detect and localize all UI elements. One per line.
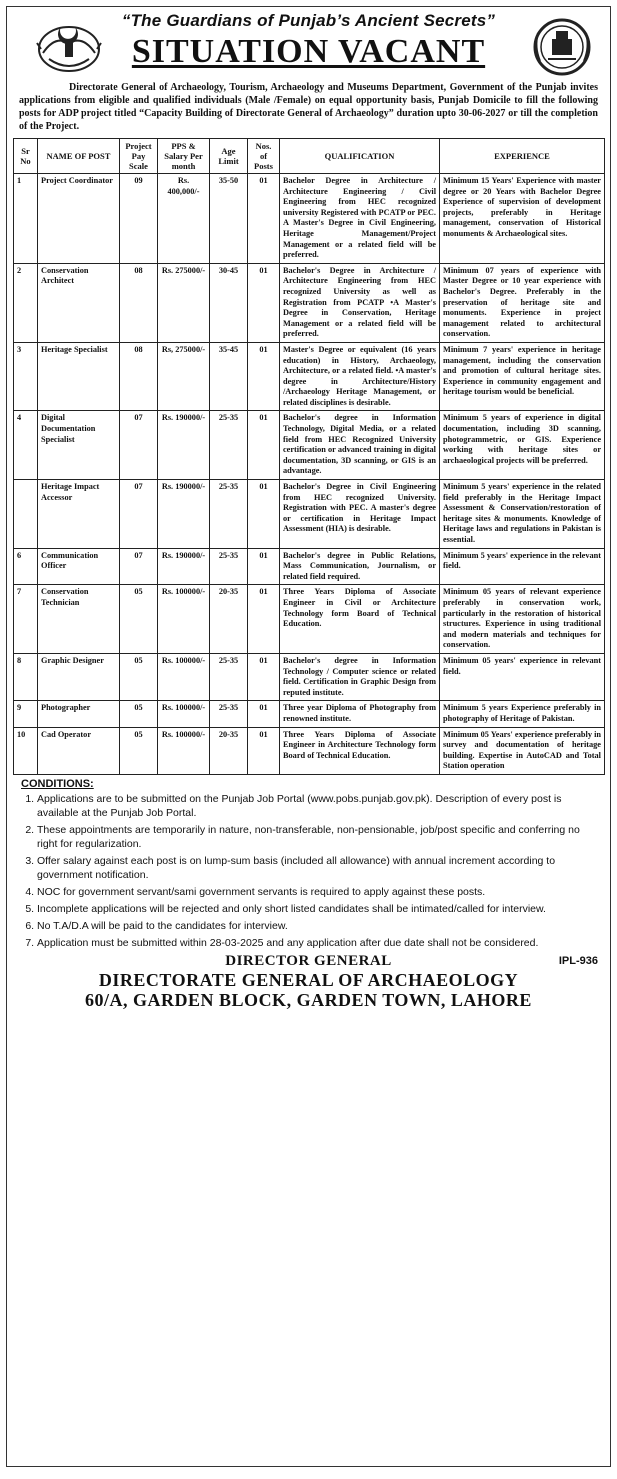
row-sr: 9 — [14, 701, 38, 727]
row-sr: 8 — [14, 653, 38, 700]
row-scale: 07 — [120, 411, 158, 480]
headline: SITUATION VACANT — [131, 33, 486, 70]
intro-paragraph: Directorate General of Archaeology, Tourism, Archaeology and Museums Department, Government of the Punjab invites applications from eligible and qualified individuals (Male /Female) on equal opportunity basis, Punjab Domicile to fill the following posts for ADP project titled “Capacity Building of Directorate General of Archaeology” duration upto 30-06-2027 or till the completion of the Project. — [19, 82, 598, 132]
row-salary: Rs, 275000/- — [158, 342, 210, 411]
row-age: 25-35 — [210, 701, 248, 727]
row-salary: Rs. 190000/- — [158, 480, 210, 549]
row-salary: Rs. 190000/- — [158, 548, 210, 585]
advertisement-page — [6, 6, 611, 1467]
table-row — [14, 480, 605, 549]
condition-item: 3. Offer salary against each post is on lump-sum basis (included all allowance) with annual increment according to government notification. — [37, 854, 596, 882]
row-age: 20-35 — [210, 727, 248, 774]
row-experience: Minimum 5 years Experience preferably in photography of Heritage of Pakistan. — [440, 701, 605, 727]
row-post: Conservation Architect — [38, 263, 120, 342]
row-post: Heritage Impact Accessor — [38, 480, 120, 549]
table-header-row — [14, 139, 605, 174]
condition-item: 2. These appointments are temporarily in nature, non-transferable, non-pensionable, job/post specific and conferring no right for regularization. — [37, 823, 596, 851]
row-age: 35-45 — [210, 342, 248, 411]
header — [7, 7, 610, 79]
header-scale: Project Pay Scale — [120, 139, 158, 174]
header-experience: EXPERIENCE — [440, 139, 605, 174]
archaeology-department-emblem-icon — [528, 13, 596, 77]
table-row — [14, 727, 605, 774]
row-qualification: Bachelor's degree in Information Technology, Digital Media, or a related field from HEC Recognized University certification or advanced training in digital documentation, 3D scanning, or GIS is an advantage. — [280, 411, 440, 480]
row-scale: 07 — [120, 480, 158, 549]
row-salary: Rs. 100000/- — [158, 585, 210, 654]
header-posts: Nos. of Posts — [248, 139, 280, 174]
row-post: Digital Documentation Specialist — [38, 411, 120, 480]
row-post: Heritage Specialist — [38, 342, 120, 411]
row-qualification: Master's Degree or equivalent (16 years education) in History, Archaeology, Architecture, or a related field. •A master's degree in Architecture/History /Archaeology Heritage Management, or related disciplines is desirable. — [280, 342, 440, 411]
row-experience: Minimum 05 years of relevant experience preferably in conservation work, particularly in the restoration of historical structures. Experience in using traditional and modern materials and techniques for conservation. — [440, 585, 605, 654]
condition-item: 5. Incomplete applications will be rejected and only short listed candidates shall be intimated/called for interview. — [37, 902, 596, 916]
row-sr: 1 — [14, 174, 38, 264]
header-post: NAME OF POST — [38, 139, 120, 174]
row-scale: 09 — [120, 174, 158, 264]
row-posts: 01 — [248, 174, 280, 264]
row-posts: 01 — [248, 411, 280, 480]
row-qualification: Bachelor's degree in Information Technology / Computer science or related field. Certification in Graphic Design from reputed institute. — [280, 653, 440, 700]
row-experience: Minimum 7 years' experience in heritage management, including the conservation and promotion of cultural heritage sites. Experience in community engagement and heritage tourism would be beneficial. — [440, 342, 605, 411]
row-qualification: Three Years Diploma of Associate Engineer in Architecture Technology form Board of Technical Education. — [280, 727, 440, 774]
row-post: Cad Operator — [38, 727, 120, 774]
tagline: “The Guardians of Punjab’s Ancient Secrets” — [121, 11, 496, 30]
row-salary: Rs. 400,000/- — [158, 174, 210, 264]
row-salary: Rs. 190000/- — [158, 411, 210, 480]
row-post: Photographer — [38, 701, 120, 727]
header-salary: PPS & Salary Per month — [158, 139, 210, 174]
table-row — [14, 585, 605, 654]
condition-item: 1. Applications are to be submitted on the Punjab Job Portal (www.pobs.punjab.gov.pk). Description of every post is available at the Punjab Job Portal. — [37, 792, 596, 820]
condition-item: 6. No T.A/D.A will be paid to the candidates for interview. — [37, 919, 596, 933]
row-posts: 01 — [248, 342, 280, 411]
table-row — [14, 174, 605, 264]
row-scale: 05 — [120, 653, 158, 700]
row-age: 35-50 — [210, 174, 248, 264]
row-experience: Minimum 15 Years' Experience with master degree or 20 Years with Bachelor Degree Experience of supervision of development projects, preferably in Heritage management, conservation of Historical monuments & Archaeological sites. — [440, 174, 605, 264]
row-qualification: Bachelor Degree in Architecture / Architecture Engineering / Civil Engineering from HEC recognized university Registered with PCATP or PEC. A Master's Degree in Civil Engineering, Heritage Management/Project Management or a related field will be preferred. — [280, 174, 440, 264]
row-scale: 05 — [120, 727, 158, 774]
row-age: 25-35 — [210, 480, 248, 549]
row-posts: 01 — [248, 653, 280, 700]
row-experience: Minimum 5 years' experience in the relevant field. — [440, 548, 605, 585]
row-posts: 01 — [248, 701, 280, 727]
row-qualification: Bachelor's Degree in Civil Engineering from HEC recognized University. Registration with PEC. A master's degree or certification in Heritage Impact Assessment (HIA) is desirable. — [280, 480, 440, 549]
table-row — [14, 411, 605, 480]
row-sr: 3 — [14, 342, 38, 411]
row-qualification: Three year Diploma of Photography from renowned institute. — [280, 701, 440, 727]
table-row — [14, 342, 605, 411]
posts-table — [13, 138, 605, 775]
header-age: Age Limit — [210, 139, 248, 174]
row-age: 20-35 — [210, 585, 248, 654]
condition-item: 7. Application must be submitted within 28-03-2025 and any application after due date shall not be considered. — [37, 936, 596, 950]
row-experience: Minimum 05 years' experience in relevant field. — [440, 653, 605, 700]
table-row — [14, 653, 605, 700]
row-qualification: Three Years Diploma of Associate Engineer in Civil or Architecture Technology form Board of Technical Education. — [280, 585, 440, 654]
row-salary: Rs. 100000/- — [158, 727, 210, 774]
row-posts: 01 — [248, 727, 280, 774]
row-scale: 08 — [120, 342, 158, 411]
row-qualification: Bachelor's degree in Public Relations, Mass Communication, Journalism, or related field required. — [280, 548, 440, 585]
office-address: 60/A, GARDEN BLOCK, GARDEN TOWN, LAHORE — [85, 989, 532, 1010]
row-sr: 10 — [14, 727, 38, 774]
row-sr: 2 — [14, 263, 38, 342]
row-age: 25-35 — [210, 653, 248, 700]
conditions-title: CONDITIONS: — [21, 777, 94, 790]
table-row — [14, 263, 605, 342]
row-sr — [14, 480, 38, 549]
row-scale: 07 — [120, 548, 158, 585]
row-age: 30-45 — [210, 263, 248, 342]
row-age: 25-35 — [210, 411, 248, 480]
conditions-list — [21, 792, 596, 950]
row-experience: Minimum 05 Years' experience preferably in survey and documentation of heritage building. Expertise in AutoCAD and Total Station operation — [440, 727, 605, 774]
row-posts: 01 — [248, 263, 280, 342]
footer — [7, 953, 610, 1010]
row-sr: 7 — [14, 585, 38, 654]
row-posts: 01 — [248, 548, 280, 585]
row-post: Conservation Technician — [38, 585, 120, 654]
row-sr: 4 — [14, 411, 38, 480]
row-qualification: Bachelor's Degree in Architecture / Architecture Engineering from HEC recognized University as well as Registration from PCATP •A Master's Degree in Conservation, Heritage Management or a related field will be preferred. — [280, 263, 440, 342]
row-posts: 01 — [248, 480, 280, 549]
row-salary: Rs. 275000/- — [158, 263, 210, 342]
row-scale: 05 — [120, 701, 158, 727]
row-posts: 01 — [248, 585, 280, 654]
table-row — [14, 548, 605, 585]
row-scale: 08 — [120, 263, 158, 342]
conditions-section — [7, 775, 610, 950]
row-experience: Minimum 5 years of experience in digital documentation, including 3D scanning, photogrammetric, or GIS. Experience working with heritage sites or archaeological projects will be preferred. — [440, 411, 605, 480]
row-salary: Rs. 100000/- — [158, 701, 210, 727]
header-sr: Sr No — [14, 139, 38, 174]
signatory: DIRECTOR GENERAL — [225, 952, 392, 969]
row-post: Graphic Designer — [38, 653, 120, 700]
row-post: Communication Officer — [38, 548, 120, 585]
row-experience: Minimum 07 years of experience with Master Degree or 10 year experience with Bachelor's Degree. Preferably in the preservation of heritage site and monuments. Experience in project management related to architectural conservation. — [440, 263, 605, 342]
row-age: 25-35 — [210, 548, 248, 585]
header-qualification: QUALIFICATION — [280, 139, 440, 174]
row-sr: 6 — [14, 548, 38, 585]
ipl-number: IPL-936 — [558, 954, 598, 967]
office-name: DIRECTORATE GENERAL OF ARCHAEOLOGY — [98, 969, 519, 990]
table-row — [14, 701, 605, 727]
row-salary: Rs. 100000/- — [158, 653, 210, 700]
condition-item: 4. NOC for government servant/sami government servants is required to apply against these posts. — [37, 885, 596, 899]
row-post: Project Coordinator — [38, 174, 120, 264]
row-experience: Minimum 5 years' experience in the related field preferably in the Heritage Impact Assessment & Conservation/restoration of heritage sites & monuments. Knowledge of Heritage laws and regulations in Pakistan is essential. — [440, 480, 605, 549]
row-scale: 05 — [120, 585, 158, 654]
